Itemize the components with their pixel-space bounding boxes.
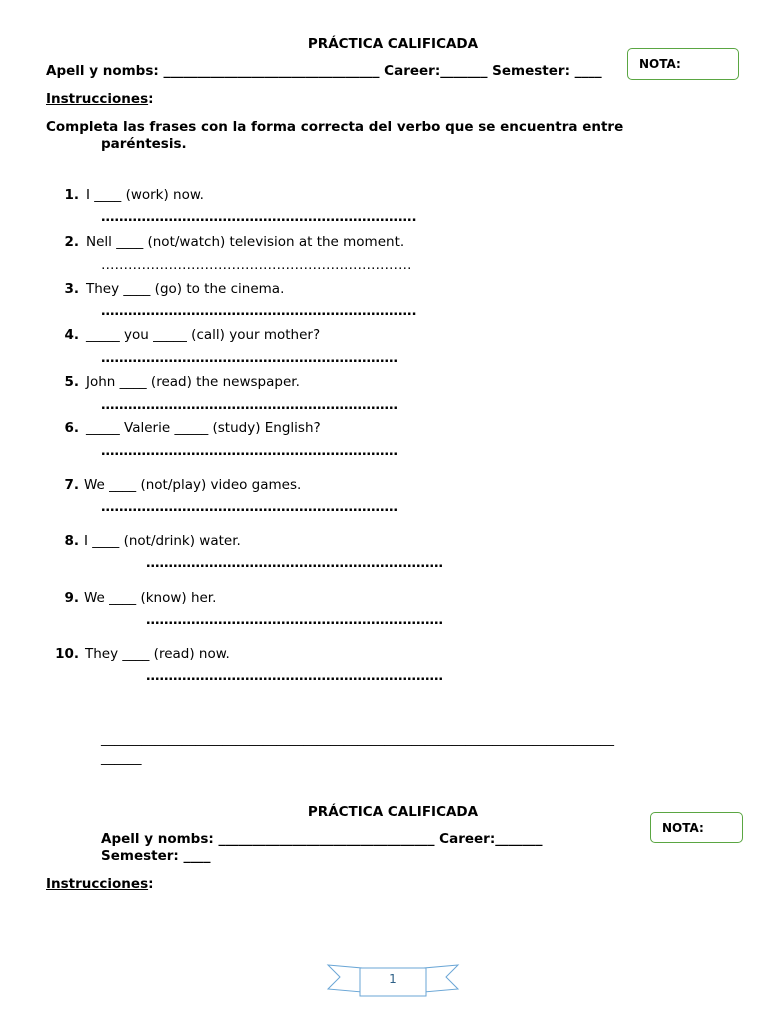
page2-nota-box	[650, 812, 743, 843]
item-text: _____ you _____ (call) your mother?	[86, 327, 321, 343]
item-number: 4.	[64, 327, 79, 343]
answer-dots: …………………………………………………………….	[101, 209, 417, 225]
instructions-colon: :	[148, 91, 154, 107]
item-number: 7.	[64, 477, 79, 493]
item-number: 8.	[64, 533, 79, 549]
item-number: 6.	[64, 420, 79, 436]
instructions-heading	[46, 91, 154, 107]
item-number: 2.	[64, 234, 79, 250]
item-text: We ____ (know) her.	[84, 590, 217, 606]
answer-dots: …………………………………………………………	[101, 443, 398, 459]
page2-title: PRÁCTICA CALIFICADA	[307, 804, 479, 820]
page-number: 1	[389, 972, 397, 986]
answer-dots: …………………………………………………………	[101, 350, 398, 366]
item-number: 10.	[55, 646, 79, 662]
instruction-text-line1: Completa las frases con la forma correcta del verbo que se encuentra entre	[46, 119, 624, 135]
item-text: I ____ (not/drink) water.	[84, 533, 241, 549]
item-text: Nell ____ (not/watch) television at the moment.	[86, 234, 405, 250]
page2-instructions-heading	[46, 876, 154, 892]
item-text: They ____ (read) now.	[85, 646, 230, 662]
answer-dots: ……………………………………………………………	[101, 257, 412, 273]
answer-dots: …………………………………………………………….	[101, 303, 417, 319]
item-number: 9.	[64, 590, 79, 606]
separator-line-tail: ______	[101, 750, 142, 766]
instruction-text-line2: paréntesis.	[101, 136, 187, 152]
answer-dots: …………………………………………………………	[101, 397, 398, 413]
item-text: We ____ (not/play) video games.	[84, 477, 302, 493]
answer-dots: …………………………………………………………	[146, 612, 443, 628]
name-career-semester-line: Apell y nombs: ________________________________ Career:_______ Semester: ____	[46, 63, 602, 79]
instructions-label: Instrucciones	[46, 91, 149, 107]
answer-dots: …………………………………………………………	[146, 668, 443, 684]
page-title: PRÁCTICA CALIFICADA	[307, 36, 479, 52]
item-number: 5.	[64, 374, 79, 390]
page2-name-career-line: Apell y nombs: ________________________________ Career:_______	[101, 831, 543, 847]
answer-dots: …………………………………………………………	[101, 499, 398, 515]
separator-line: ____________________________________________________________________________	[101, 731, 614, 747]
item-text: _____ Valerie _____ (study) English?	[86, 420, 321, 436]
page2-nota-label: NOTA:	[662, 821, 704, 835]
page2-instructions-colon: :	[148, 876, 154, 892]
nota-box	[627, 48, 739, 80]
item-text: I ____ (work) now.	[86, 187, 204, 203]
item-text: They ____ (go) to the cinema.	[86, 281, 285, 297]
item-text: John ____ (read) the newspaper.	[86, 374, 300, 390]
nota-label: NOTA:	[639, 57, 681, 71]
item-number: 3.	[64, 281, 79, 297]
item-number: 1.	[64, 187, 79, 203]
answer-dots: …………………………………………………………	[146, 555, 443, 571]
page2-instructions-label: Instrucciones	[46, 876, 149, 892]
page2-semester-line: Semester: ____	[101, 848, 211, 864]
